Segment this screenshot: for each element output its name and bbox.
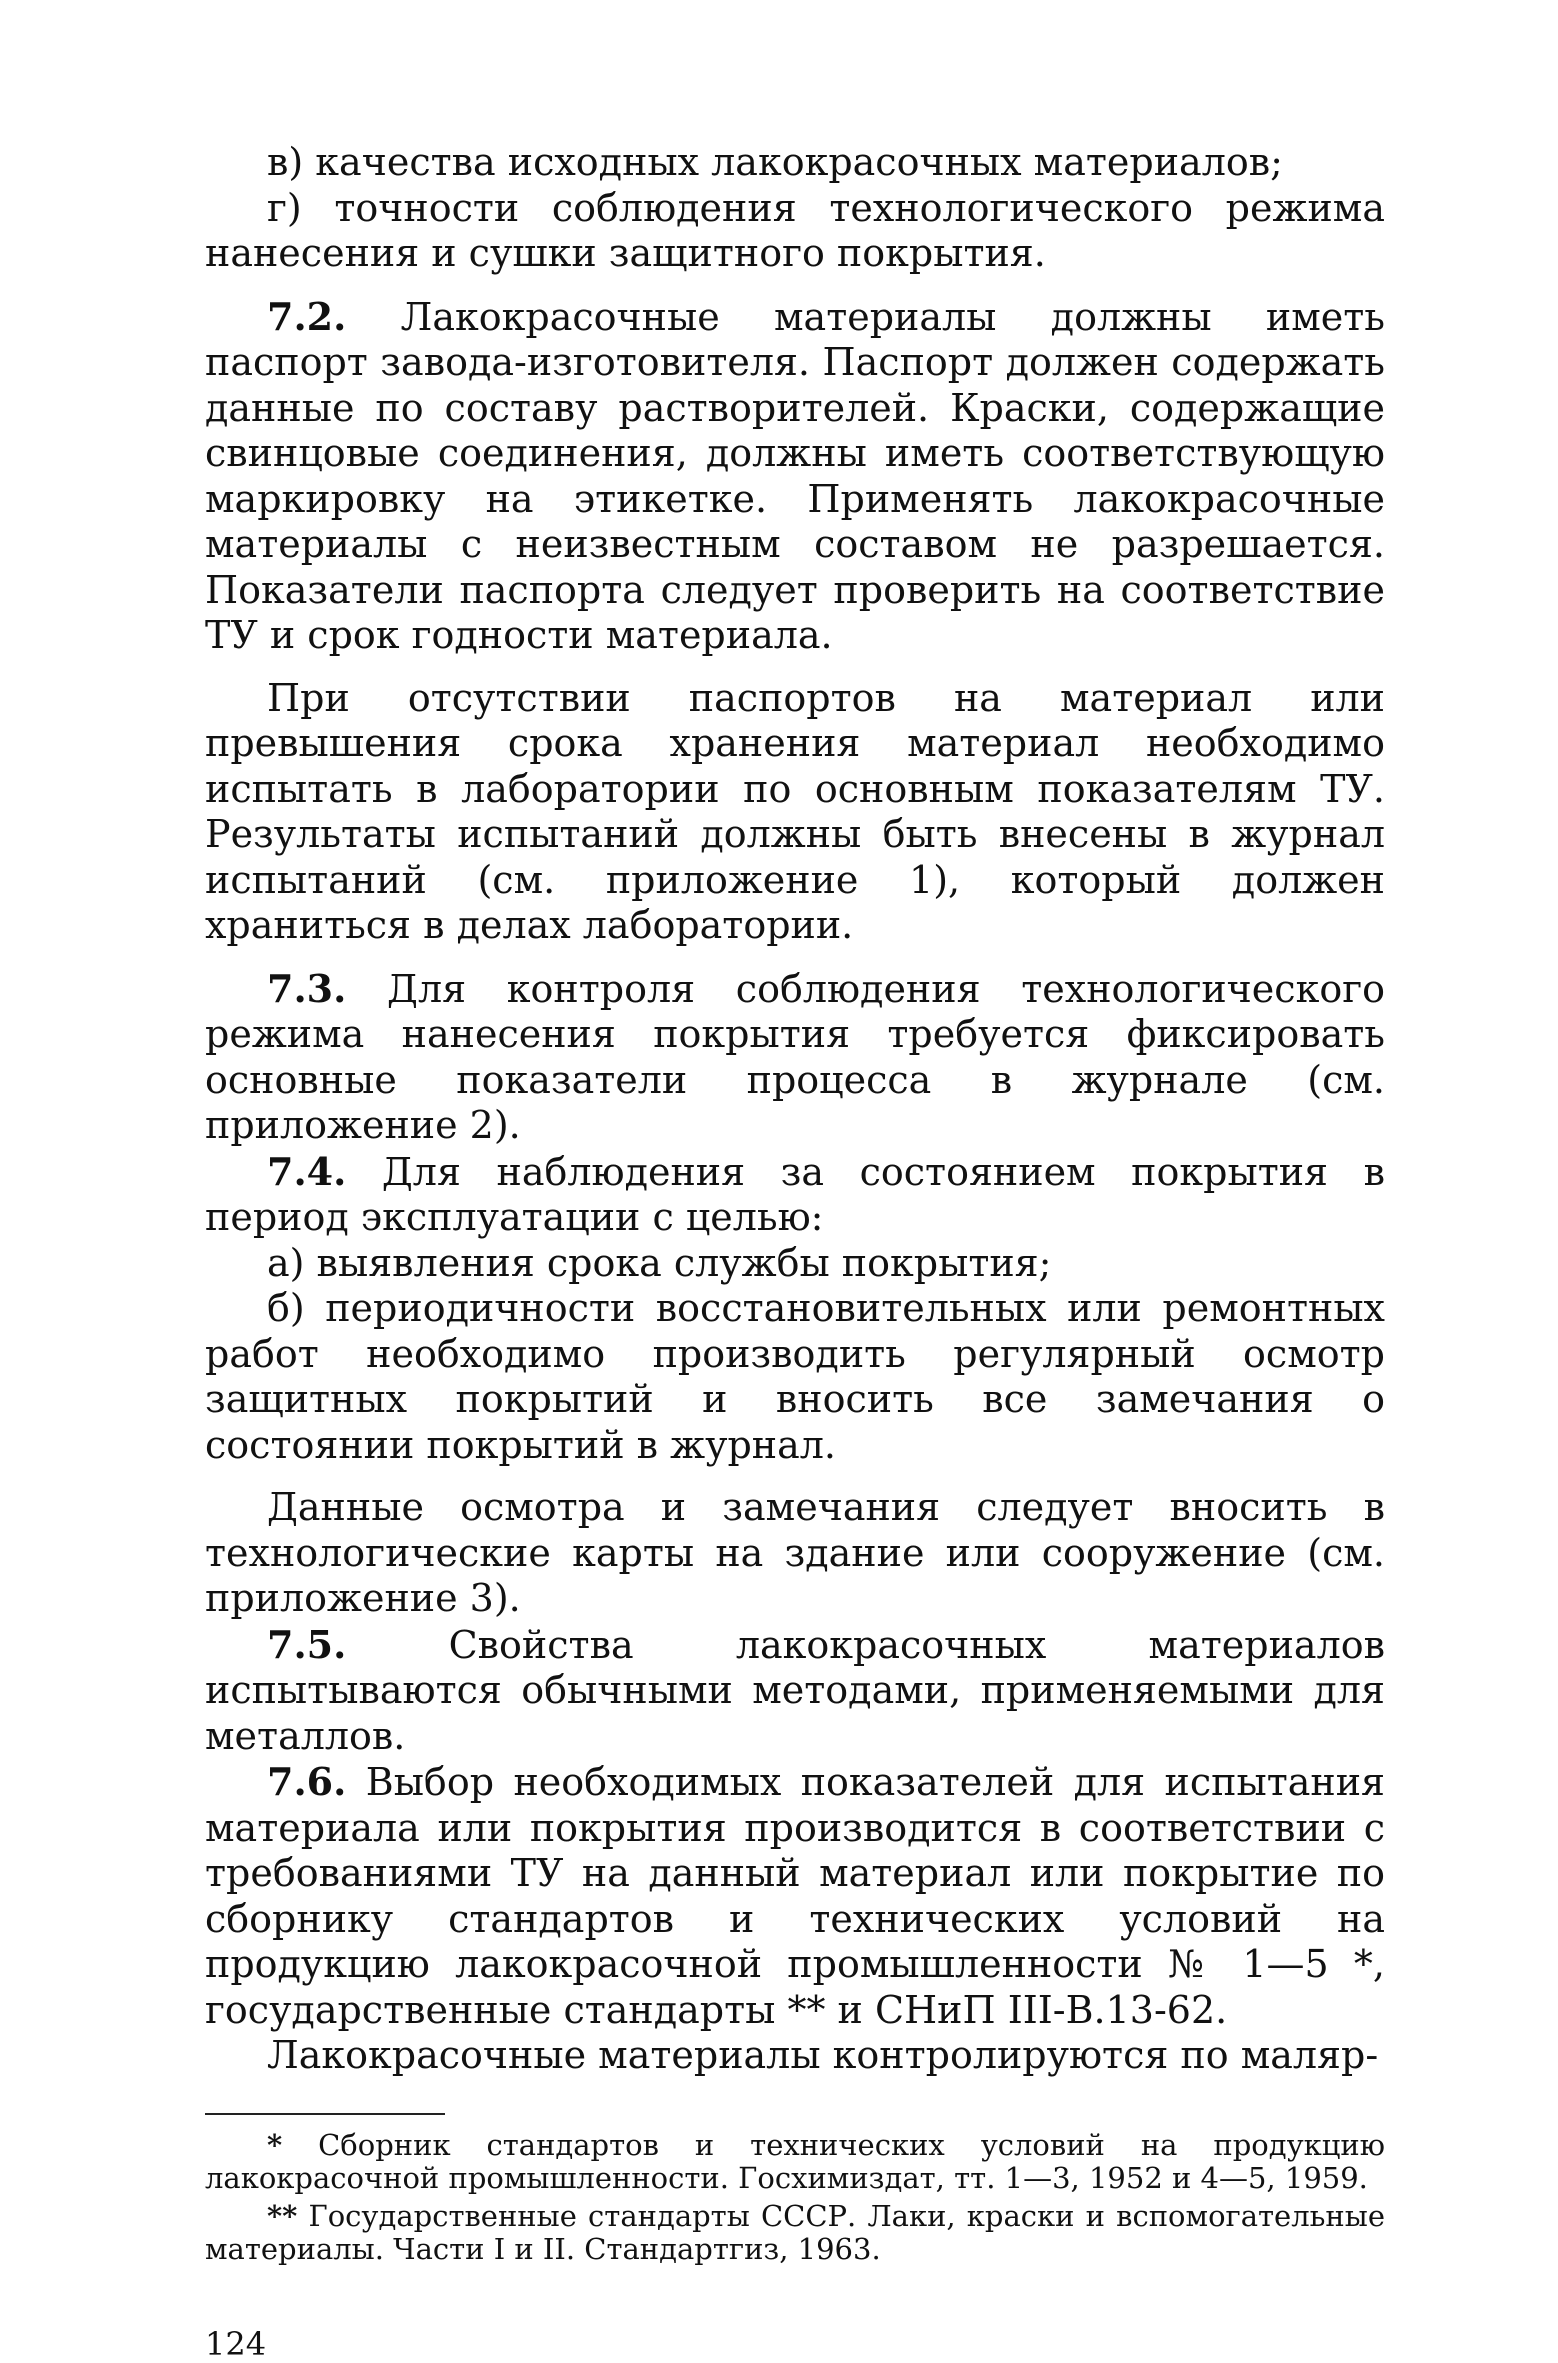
- paragraph-inspection-data: [205, 1485, 1385, 1622]
- list-item-a: [205, 1241, 1385, 1287]
- clause-number: 7.5.: [267, 1621, 347, 1667]
- clause-number: 7.4.: [267, 1148, 347, 1194]
- clause-text: Для контроля соблюдения технологического режима нанесения покрытия требуется фиксировать основные показатели процесса в журнале (см. приложение 2).: [205, 966, 1385, 1147]
- paragraph-passport-absence: [205, 676, 1385, 949]
- clause-7-5: [205, 1622, 1385, 1760]
- footnote-mark: **: [267, 2198, 298, 2233]
- clause-number: 7.6.: [267, 1759, 347, 1804]
- page-number: 124: [205, 2324, 267, 2363]
- paragraph-text: Лакокрасочные материалы контролируются по маляр-: [267, 2033, 1379, 2077]
- clause-7-6: [205, 1759, 1385, 2033]
- item-g-text: г) точности соблюдения технологического режима нанесения и сушки защитного покрытия.: [205, 185, 1385, 275]
- clause-number: 7.2.: [267, 293, 347, 339]
- paragraph-text: При отсутствии паспортов на материал или превышения срока хранения материал необходимо испытать в лаборатории по основным показателям ТУ. Результаты испытаний должны быть внесены в журнал испытаний (см. приложение 1), который должен храниться в делах лаборатории.: [205, 675, 1385, 947]
- clause-7-4: [205, 1149, 1385, 1241]
- clause-7-3: [205, 966, 1385, 1149]
- list-item-b: [205, 1286, 1385, 1468]
- list-item-v: [205, 140, 1385, 186]
- clause-7-2: [205, 294, 1385, 659]
- item-v-text: в) качества исходных лакокрасочных материалов;: [267, 140, 1283, 184]
- item-a-text: а) выявления срока службы покрытия;: [267, 1240, 1052, 1285]
- list-item-g: [205, 186, 1385, 277]
- footnote-2: [205, 2200, 1385, 2267]
- footnote-text: Сборник стандартов и технических условий на продукцию лакокрасочной промышленности. Госхимиздат, тт. 1—3, 1952 и 4—5, 1959.: [205, 2127, 1385, 2195]
- footnote-mark: *: [267, 2127, 283, 2162]
- document-page: [205, 140, 1385, 2363]
- clause-text: Для наблюдения за состоянием покрытия в период эксплуатации с целью:: [205, 1149, 1385, 1239]
- clause-text: Выбор необходимых показателей для испытания материала или покрытия производится в соответствии с требованиями ТУ на данный материал или покрытие по сборнику стандартов и технических условий на продукцию лакокрасочной промышленности № 1—5 *, государственные стандарты ** и СНиП III-В.13-62.: [205, 1760, 1385, 2032]
- item-b-text: б) периодичности восстановительных или ремонтных работ необходимо производить регулярный осмотр защитных покрытий и вносить все замечания о состоянии покрытий в журнал.: [205, 1286, 1385, 1467]
- clause-text: Свойства лакокрасочных материалов испытываются обычными методами, применяемыми для металлов.: [205, 1622, 1385, 1758]
- paragraph-text: Данные осмотра и замечания следует вносить в технологические карты на здание или сооружение (см. приложение 3).: [205, 1485, 1385, 1620]
- clause-text: Лакокрасочные материалы должны иметь паспорт завода-изготовителя. Паспорт должен содержать данные по составу растворителей. Краски, содержащие свинцовые соединения, должны иметь соответствующую маркировку на этикетке. Применять лакокрасочные материалы с неизвестным составом не разрешается. Показатели паспорта следует проверить на соответствие ТУ и срок годности материала.: [205, 294, 1385, 657]
- footnote-1: [205, 2129, 1385, 2196]
- footnote-text: Государственные стандарты СССР. Лаки, краски и вспомогательные материалы. Части I и II. Стандартгиз, 1963.: [205, 2198, 1385, 2266]
- footnote-divider: [205, 2113, 445, 2115]
- paragraph-control: [205, 2033, 1385, 2079]
- clause-number: 7.3.: [267, 965, 347, 1011]
